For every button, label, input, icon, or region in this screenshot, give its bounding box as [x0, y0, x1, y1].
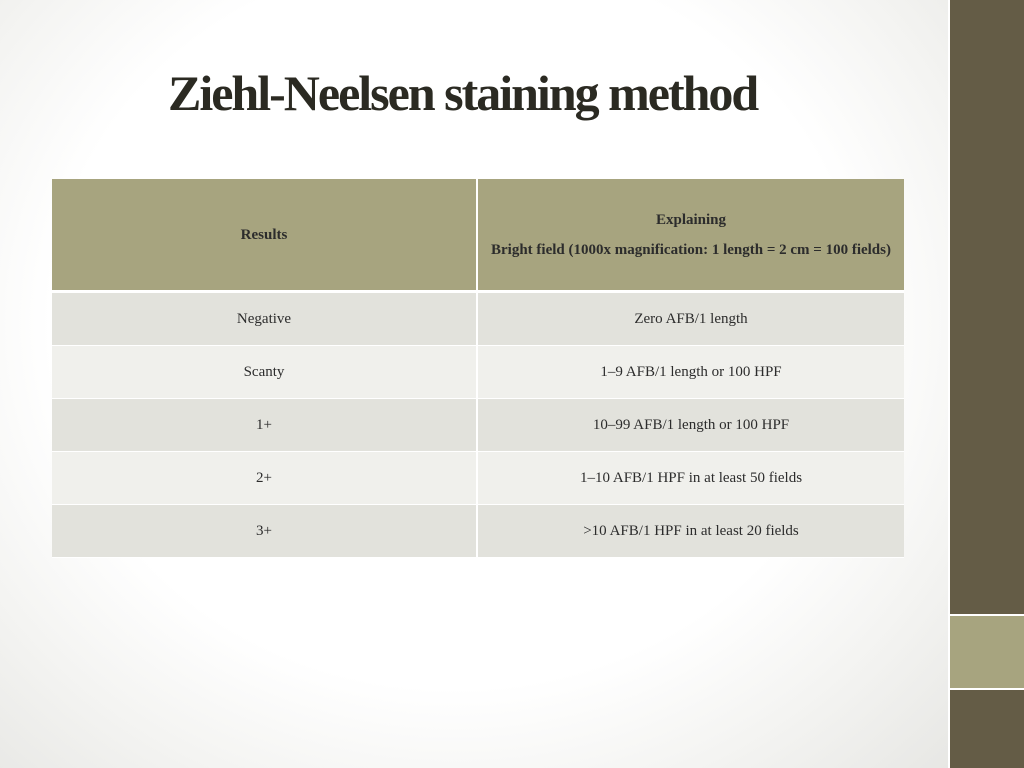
explaining-cell: >10 AFB/1 HPF in at least 20 fields — [478, 505, 904, 558]
table-row — [52, 293, 904, 346]
header-explaining-title: Explaining — [655, 211, 727, 228]
result-cell: 2+ — [52, 452, 478, 505]
slide-title: Ziehl-Neelsen staining method — [168, 65, 758, 121]
result-cell: 1+ — [52, 399, 478, 452]
explaining-cell: 1–10 AFB/1 HPF in at least 50 fields — [478, 452, 904, 505]
explaining-cell: Zero AFB/1 length — [478, 293, 904, 346]
table-row — [52, 346, 904, 399]
explaining-cell: 10–99 AFB/1 length or 100 HPF — [478, 399, 904, 452]
table-row — [52, 505, 904, 558]
header-results: Results — [52, 179, 478, 293]
header-explaining — [478, 179, 904, 293]
table-header-row — [52, 179, 904, 293]
result-cell: Negative — [52, 293, 478, 346]
result-cell: Scanty — [52, 346, 478, 399]
table-row — [52, 399, 904, 452]
results-table — [52, 179, 904, 558]
result-cell: 3+ — [52, 505, 478, 558]
side-decoration-accent — [948, 614, 1024, 690]
header-explaining-detail: Bright field (1000x magnification: 1 length = 2 cm = 100 fields) — [491, 241, 891, 258]
explaining-cell: 1–9 AFB/1 length or 100 HPF — [478, 346, 904, 399]
table-row — [52, 452, 904, 505]
